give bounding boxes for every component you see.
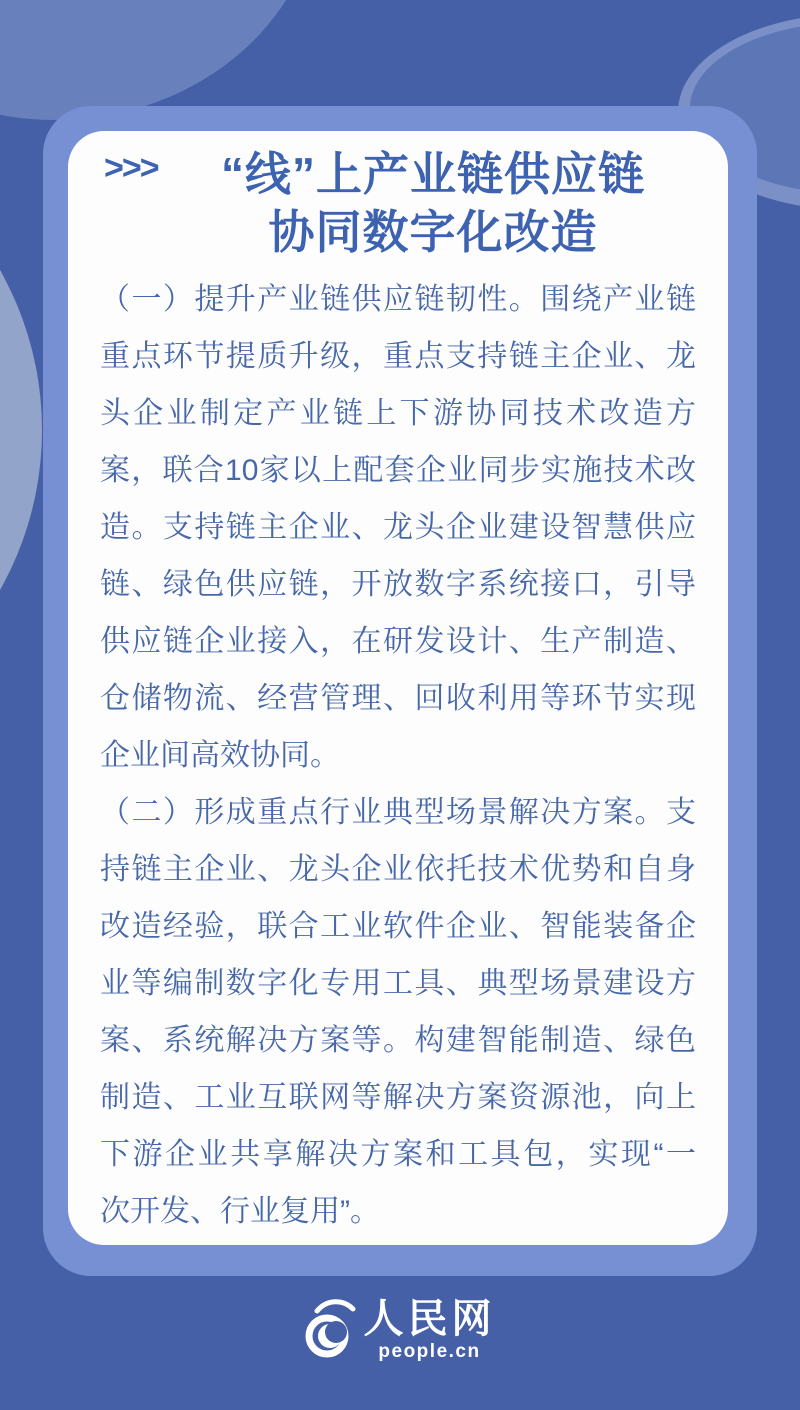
paragraph1-line: 链、绿色供应链，开放数字系统接口，引导 (100, 568, 696, 601)
paragraph2-line: 案、系统解决方案等。构建智能制造、绿色 (100, 1024, 696, 1057)
paragraph1-line: 案，联合10家以上配套企业同步实施技术改 (100, 454, 696, 487)
page-title (158, 145, 708, 261)
brand-name: 人民网 (363, 1297, 496, 1341)
brand-domain: people.cn (378, 1341, 481, 1362)
content-card (68, 131, 728, 1245)
decor-circle-left (0, 104, 42, 756)
paragraph2-line: 下游企业共享解决方案和工具包，实现“一 (100, 1138, 696, 1171)
paragraph2-line: 持链主企业、龙头企业依托技术优势和自身 (100, 853, 696, 886)
paragraph1-line: 仓储物流、经营管理、回收利用等环节实现 (100, 682, 696, 715)
paragraph1-line: （一）提升产业链供应链韧性。围绕产业链 (100, 283, 696, 316)
paragraph1-line: 造。支持链主企业、龙头企业建设智慧供应 (100, 511, 696, 544)
paragraph2-line: 改造经验，联合工业软件企业、智能装备企 (100, 910, 696, 943)
content-card-border (43, 106, 757, 1276)
chevrons-marker: >>> (104, 149, 158, 187)
paragraph1-line: 供应链企业接入，在研发设计、生产制造、 (100, 625, 696, 658)
decor-blob-top-left (0, 0, 320, 120)
paragraph1-line: 企业间高效协同。 (100, 739, 340, 772)
crescent-moon-icon (305, 1296, 357, 1358)
paragraph2-line: （二）形成重点行业典型场景解决方案。支 (100, 796, 696, 829)
paragraph1-line: 头企业制定产业链上下游协同技术改造方 (100, 397, 696, 430)
page-title-line1: “线”上产业链供应链 (221, 148, 645, 200)
brand-text (364, 1296, 496, 1362)
page-title-line2: 协同数字化改造 (268, 206, 598, 258)
people-cn-logo (0, 1296, 800, 1362)
paragraph1-line: 重点环节提质升级，重点支持链主企业、龙 (100, 340, 696, 373)
article-body (100, 271, 696, 1240)
paragraph2-line: 次开发、行业复用”。 (100, 1195, 380, 1228)
paragraph2-line: 业等编制数字化专用工具、典型场景建设方 (100, 967, 696, 1000)
paragraph2-line: 制造、工业互联网等解决方案资源池，向上 (100, 1081, 696, 1114)
